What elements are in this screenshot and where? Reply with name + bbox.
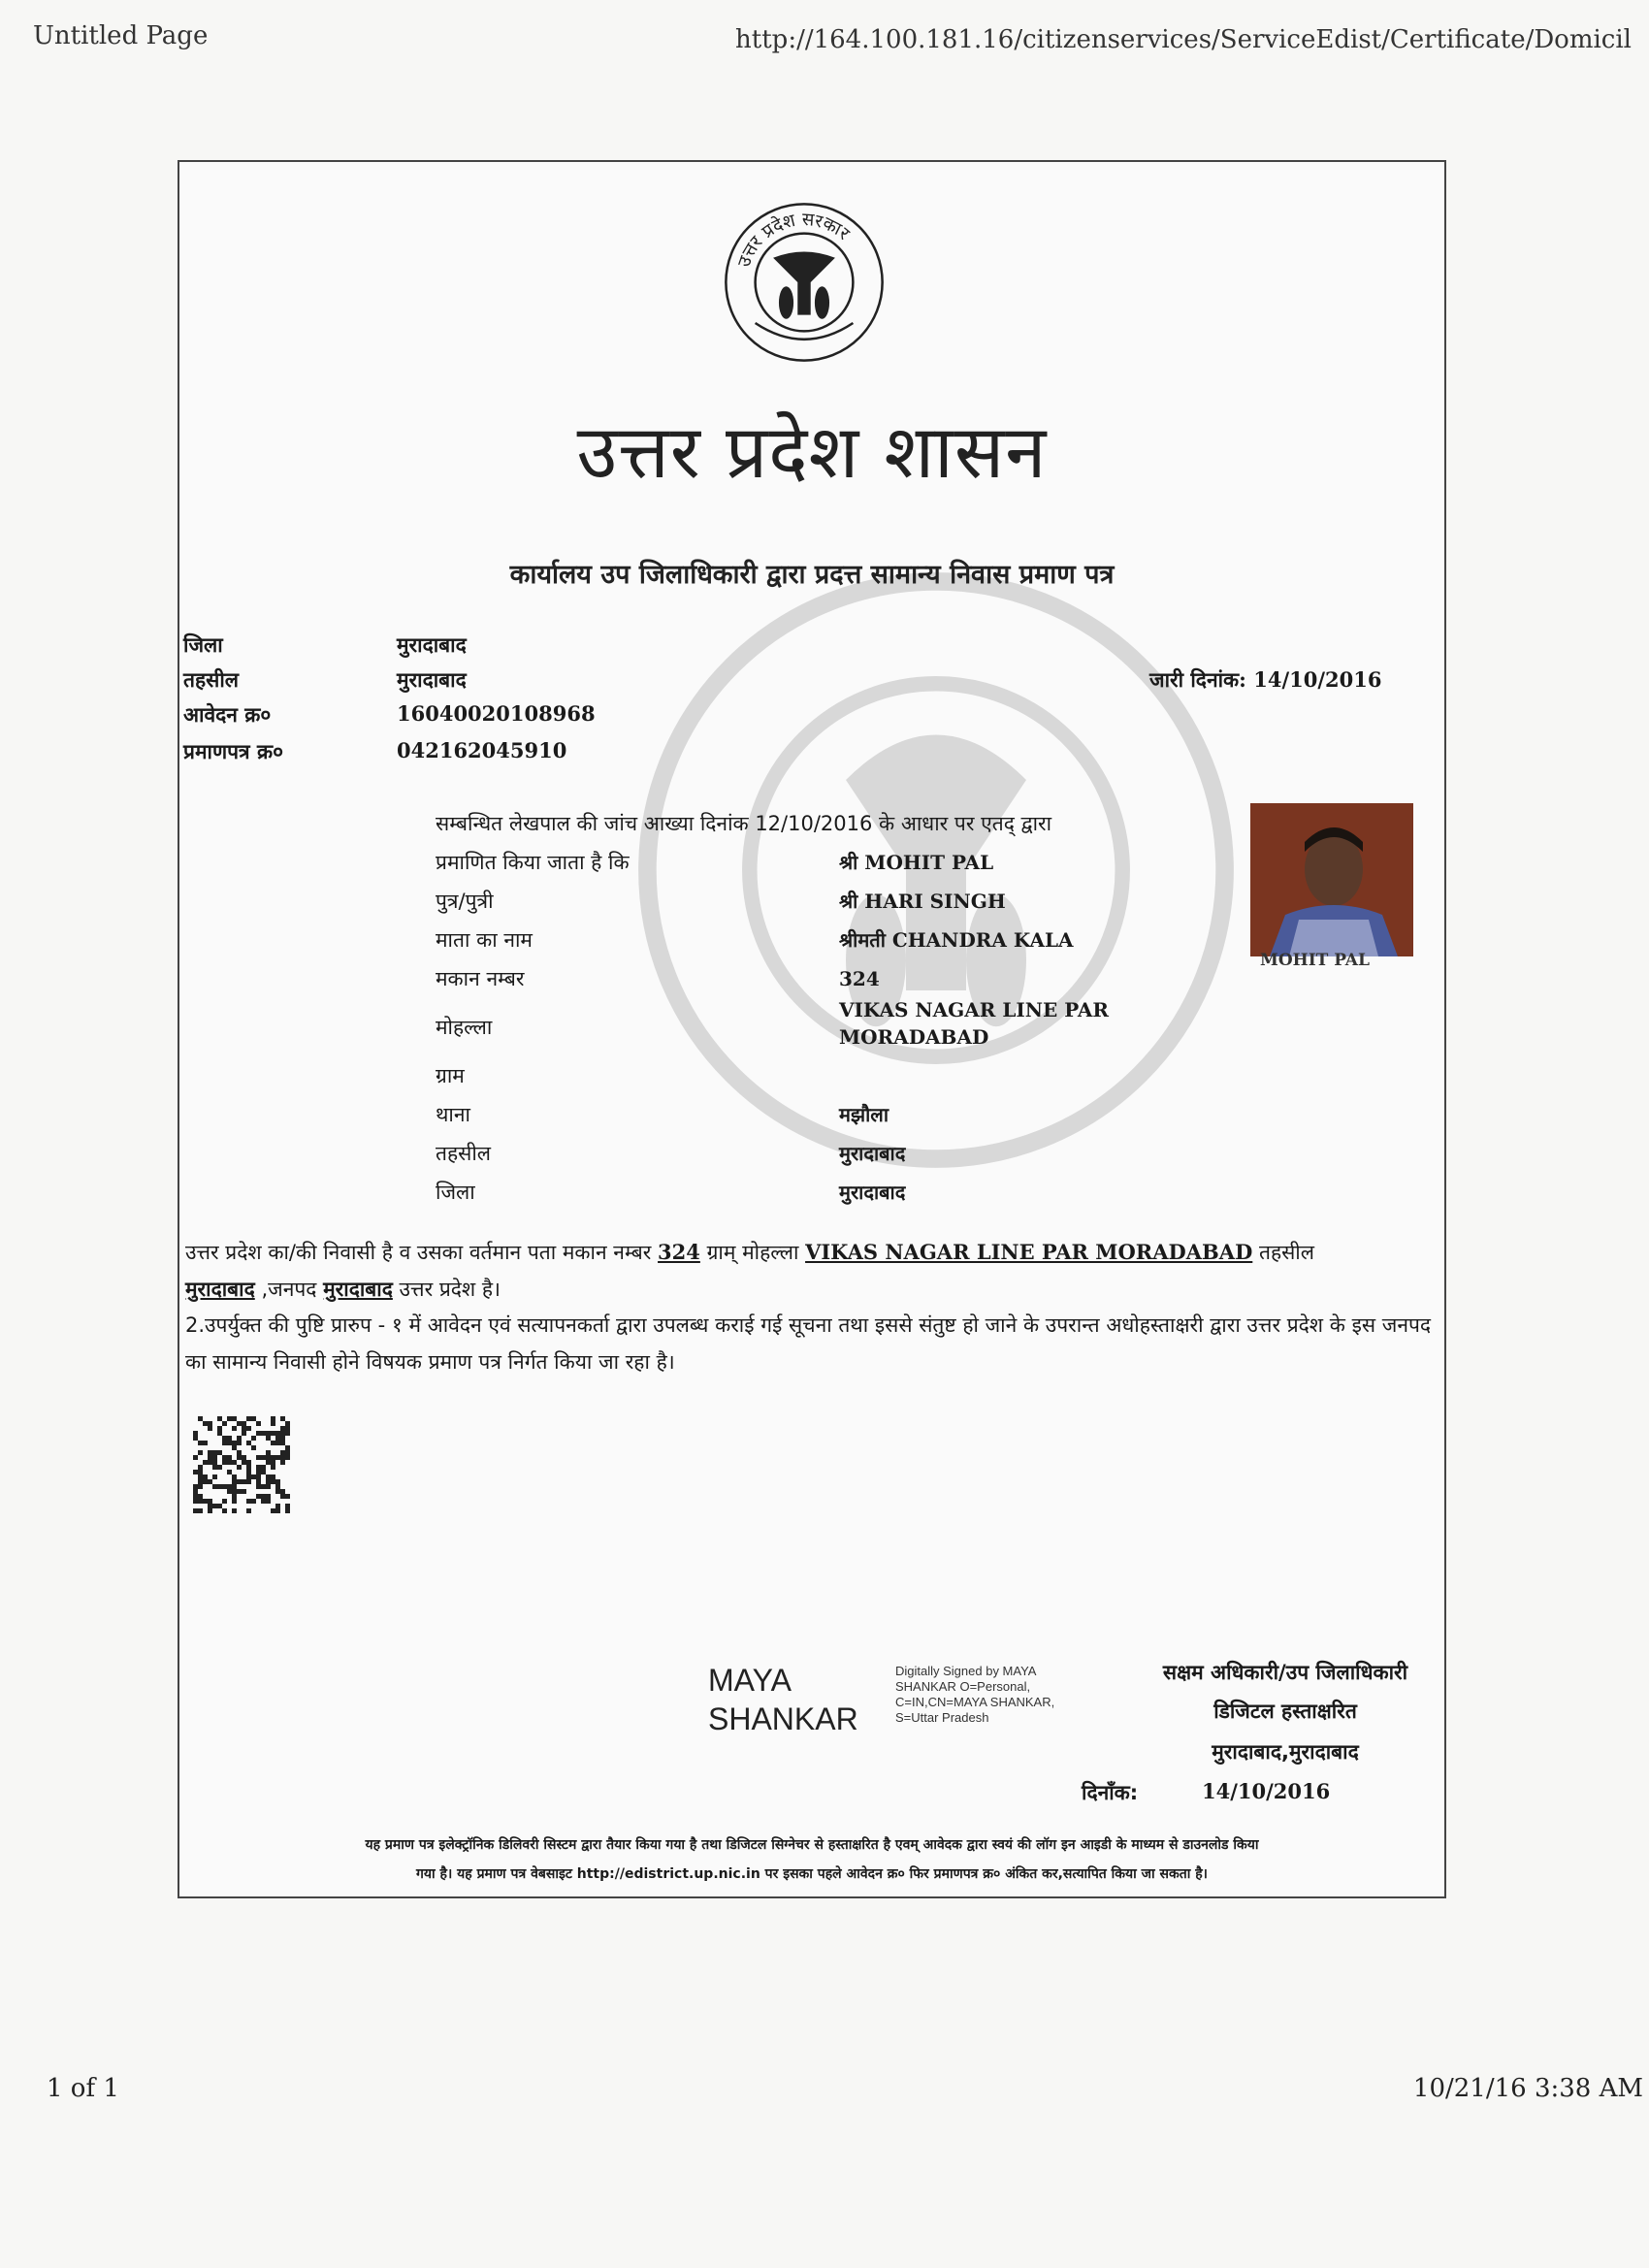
intro-line: सम्बन्धित लेखपाल की जांच आख्या दिनांक 12/10/2016 के आधार पर एतद् द्वारा [436,812,1052,835]
print-header-title: Untitled Page [33,21,209,50]
sign-date-value: 14/10/2016 [1202,1779,1331,1803]
mother-name: श्रीमती CHANDRA KALA [839,928,1074,952]
certificate-no-value: 042162045910 [397,738,567,762]
digital-signature-info: Digitally Signed by MAYA SHANKAR O=Personal, C=IN,CN=MAYA SHANKAR, S=Uttar Pradesh [895,1664,1055,1725]
print-header-url: http://164.100.181.16/citizenservices/ServiceEdist/Certificate/Domicil [735,25,1632,54]
sign-date-label: दिनाँक: [1082,1781,1139,1804]
issue-date-value: 14/10/2016 [1253,667,1382,692]
person-district-value: मुरादाबाद [839,1181,906,1204]
para1-text: ग्राम् मोहल्ला [699,1241,806,1264]
certificate [178,160,1446,1898]
locality-label: मोहल्ला [436,1016,493,1039]
parent-label: पुत्र/पुत्री [436,890,494,913]
footer-note [189,1831,1435,1889]
up-government-emblem-icon [723,201,886,364]
application-no-value: 16040020108968 [397,701,596,726]
person-tehsil-value: मुरादाबाद [839,1142,906,1165]
district-value: मुरादाबाद [397,632,467,657]
village-label: ग्राम [436,1064,465,1087]
house-no-value: 324 [839,967,880,990]
para1-locality: VIKAS NAGAR LINE PAR MORADABAD [805,1240,1253,1264]
mother-label: माता का नाम [436,928,533,952]
government-title: उत्तर प्रदेश शासन [576,408,1048,495]
para1-text: ,जनपद [254,1278,324,1301]
tehsil-label: तहसील [183,668,239,692]
issue-date-label: जारी दिनांक: [1149,667,1246,692]
certify-label: प्रमाणित किया जाता है कि [436,851,630,874]
para1-district: मुरादाबाद [323,1277,393,1301]
confirmation-paragraph: 2.उपर्युक्त की पुष्टि प्रारुप - १ में आवेदन एवं सत्यापनकर्ता द्वारा उपलब्ध कराई गई सूचना तथा इससे संतुष्ट हो जाने के उपरान्त अधोहस्ताक्षरी द्वारा उत्तर प्रदेश के इस जनपद का सामान्य निवासी होने विषयक प्रमाण पत्र निर्गत किया जा रहा है। [185,1313,1432,1374]
person-tehsil-label: तहसील [436,1142,491,1165]
application-no-label: आवेदन क्र० [183,703,272,727]
photo-caption: MOHIT PAL [1260,951,1370,970]
signer-name [708,1661,858,1738]
svg-text:उत्तर प्रदेश सरकार: उत्तर प्रदेश सरकार [733,209,854,271]
authority-place: मुरादाबाद,मुरादाबाद [1212,1740,1359,1764]
certificate-title: कार्यालय उप जिलाधिकारी द्वारा प्रदत्त सामान्य निवास प्रमाण पत्र [509,560,1115,590]
qr-code-icon [193,1416,290,1513]
applicant-photo [1250,803,1413,956]
certificate-no-label: प्रमाणपत्र क्र० [183,740,284,763]
district-label: जिला [183,633,223,657]
page-count: 1 of 1 [47,2074,119,2103]
tehsil-value: मुरादाबाद [397,667,467,692]
footer-line: यह प्रमाण पत्र इलेक्ट्रॉनिक डिलिवरी सिस्टम द्वारा तैयार किया गया है तथा डिजिटल सिग्नेचर से हस्ताक्षरित है एवम् आवेदक द्वारा स्वयं की लॉग इन आइडी के माध्यम से डाउनलोड किया [365,1837,1259,1853]
para1-tehsil: मुरादाबाद [185,1277,255,1301]
locality-value: VIKAS NAGAR LINE PAR MORADABAD [839,998,1109,1049]
signer-first-name: MAYA [708,1663,792,1698]
person-district-label: जिला [436,1181,475,1204]
para1-text: उत्तर प्रदेश है। [392,1278,501,1301]
residence-paragraph [185,1234,1437,1308]
para1-house: 324 [658,1240,700,1264]
applicant-photo-icon [1250,803,1413,956]
para1-text: उत्तर प्रदेश का/की निवासी है व उसका वर्तमान पता मकान नम्बर [185,1241,659,1264]
person-name: श्री MOHIT PAL [839,851,994,874]
print-timestamp: 10/21/16 3:38 AM [1412,2074,1643,2103]
police-station-label: थाना [436,1103,470,1126]
para1-text: तहसील [1252,1241,1314,1264]
signer-last-name: SHANKAR [708,1701,858,1736]
authority-title: सक्षम अधिकारी/उप जिलाधिकारी [1162,1661,1408,1684]
police-station-value: मझौला [839,1103,889,1126]
father-name: श्री HARI SINGH [839,890,1006,913]
issue-date [1149,666,1381,694]
footer-line: गया है। यह प्रमाण पत्र वेबसाइट http://edistrict.up.nic.in पर इसका पहले आवेदन क्र० फिर प्रमाणपत्र क्र० अंकित कर,सत्यापित किया जा सकता है। [416,1866,1208,1882]
house-no-label: मकान नम्बर [436,967,525,990]
authority-digital: डिजिटल हस्ताक्षरित [1213,1700,1357,1723]
